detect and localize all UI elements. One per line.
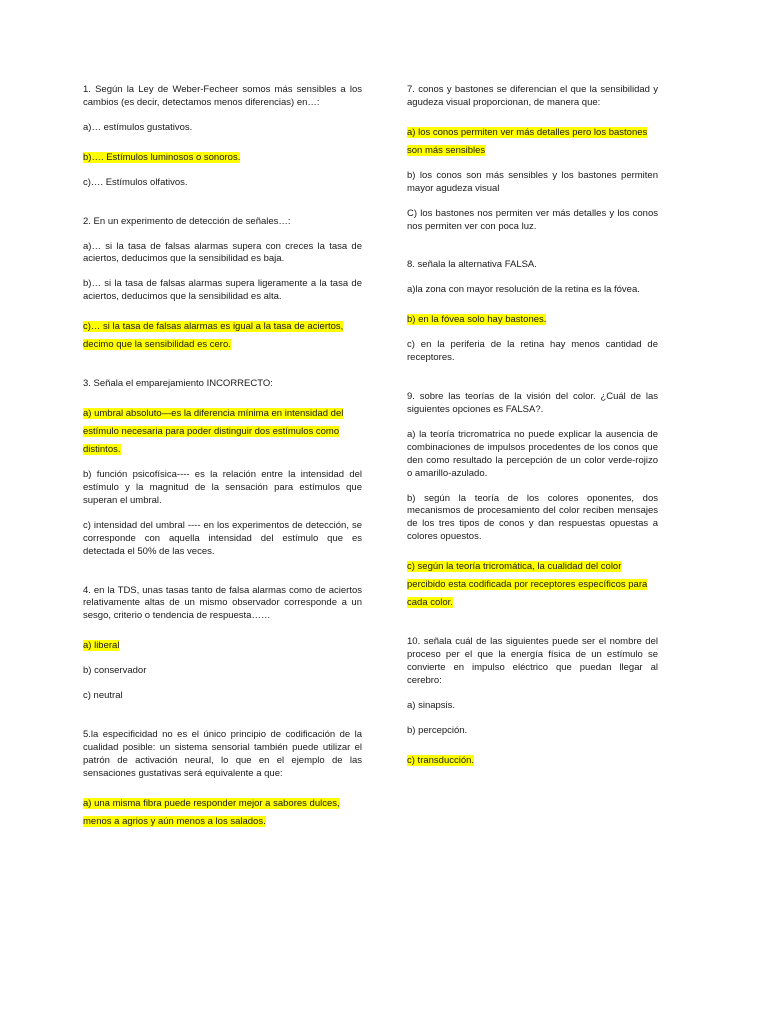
question-1-option-c: c)…. Estímulos olfativos. [83, 176, 188, 188]
question-5 [83, 729, 362, 829]
question-4-option-a-highlighted: a) liberal [83, 640, 120, 652]
question-8-option-b-highlighted: b) en la fóvea solo hay bastones. [407, 314, 547, 326]
question-10 [407, 636, 658, 767]
question-3-option-a-highlighted: a) umbral absoluto—es la diferencia mínima en intensidad del estímulo necesaria para poder distinguir dos estímulos como distintos. [83, 408, 344, 456]
left-column [83, 84, 362, 829]
question-9-option-c-highlighted: c) según la teoría tricromática, la cualidad del color percibido esta codificada por receptores específicos para cada color. [407, 561, 648, 609]
question-4-option-c: c) neutral [83, 690, 123, 702]
question-1-stem: 1. Según la Ley de Weber-Fecheer somos más sensibles a los cambios (es decir, detectamos menos diferencias) en…: [83, 84, 362, 108]
question-5-stem: 5.la especificidad no es el único principio de codificación de la cualidad posible: un sistema sensorial también puede utilizar el patrón de activación neural, lo que en el ejemplo de las sensaciones gustativas será equivalente a que: [83, 729, 362, 779]
question-9 [407, 391, 658, 610]
question-1-option-b-highlighted: b)…. Estímulos luminosos o sonoros. [83, 151, 241, 163]
question-10-option-b: b) percepción. [407, 724, 468, 736]
question-1-option-a: a)… estímulos gustativos. [83, 121, 193, 133]
question-3-option-c: c) intensidad del umbral ---- en los experimentos de detección, se corresponde con aquella intensidad del estímulo que es detectada el 50% de las veces. [83, 519, 362, 557]
question-4-option-b: b) conservador [83, 665, 147, 677]
question-2-option-a: a)… si la tasa de falsas alarmas supera con creces la tasa de aciertos, deducimos que la sensibilidad es baja. [83, 240, 362, 265]
question-9-stem: 9. sobre las teorías de la visión del color. ¿Cuál de las siguientes opciones es FALSA?. [407, 391, 658, 415]
question-8-option-c: c) en la periferia de la retina hay menos cantidad de receptores. [407, 339, 658, 364]
question-2-option-b: b)… si la tasa de falsas alarmas supera ligeramente a la tasa de aciertos, deducimos que la sensibilidad es alta. [83, 278, 362, 303]
question-10-stem: 10. señala cuál de las siguientes puede ser el nombre del proceso per el que la energía física de un estímulo se convierte en impulso eléctrico que puedan llegar al cerebro: [407, 636, 658, 686]
question-7-option-a-highlighted: a) los conos permiten ver más detalles pero los bastones son más sensibles [407, 126, 648, 156]
question-7-option-c: C) los bastones nos permiten ver más detalles y los conos nos permiten ver con poca luz. [407, 207, 658, 232]
question-1 [83, 84, 362, 190]
question-2-option-c-highlighted: c)… si la tasa de falsas alarmas es igual a la tasa de aciertos, decimo que la sensibilidad es cero. [83, 321, 344, 351]
question-2 [83, 216, 362, 353]
question-5-option-a-highlighted: a) una misma fibra puede responder mejor a sabores dulces, menos a agrios y aún menos a los salados. [83, 797, 340, 827]
question-3-stem: 3. Señala el emparejamiento INCORRECTO: [83, 378, 273, 390]
question-9-option-a: a) la teoría tricromatrica no puede explicar la ausencia de combinaciones de impulsos procedentes de los conos que den como resultado la percepción de un color verde-rojizo o amarillo-azulado. [407, 428, 658, 479]
question-3-option-b: b) función psicofísica---- es la relación entre la intensidad del estímulo y la magnitud de la sensación para estímulos que superan el umbral. [83, 469, 362, 506]
question-4-stem: 4. en la TDS, unas tasas tanto de falsa alarmas como de aciertos relativamente altas de un mismo observador corresponde a un sesgo, criterio o tendencia de respuesta…… [83, 584, 362, 622]
question-8-option-a: a)la zona con mayor resolución de la retina es la fóvea. [407, 284, 640, 296]
question-7-stem: 7. conos y bastones se diferencian el que la sensibilidad y agudeza visual proporcionan, de manera que: [407, 84, 658, 108]
question-3 [83, 378, 362, 558]
question-7-option-b: b) los conos son más sensibles y los bastones permiten mayor agudeza visual [407, 169, 658, 194]
question-7 [407, 84, 658, 233]
question-9-option-b: b) según la teoría de los colores oponentes, dos mecanismos de procesamiento del color reciben mensajes de los tres tipos de conos y dan respuestas opuestas a colores opuestos. [407, 492, 658, 543]
question-8 [407, 259, 658, 365]
right-column [407, 84, 658, 768]
question-10-option-c-highlighted: c) transducción. [407, 754, 475, 766]
question-10-option-a: a) sinapsis. [407, 699, 456, 711]
question-2-stem: 2. En un experimento de detección de señales…: [83, 215, 291, 227]
question-4 [83, 585, 362, 704]
question-8-stem: 8. señala la alternativa FALSA. [407, 259, 537, 271]
